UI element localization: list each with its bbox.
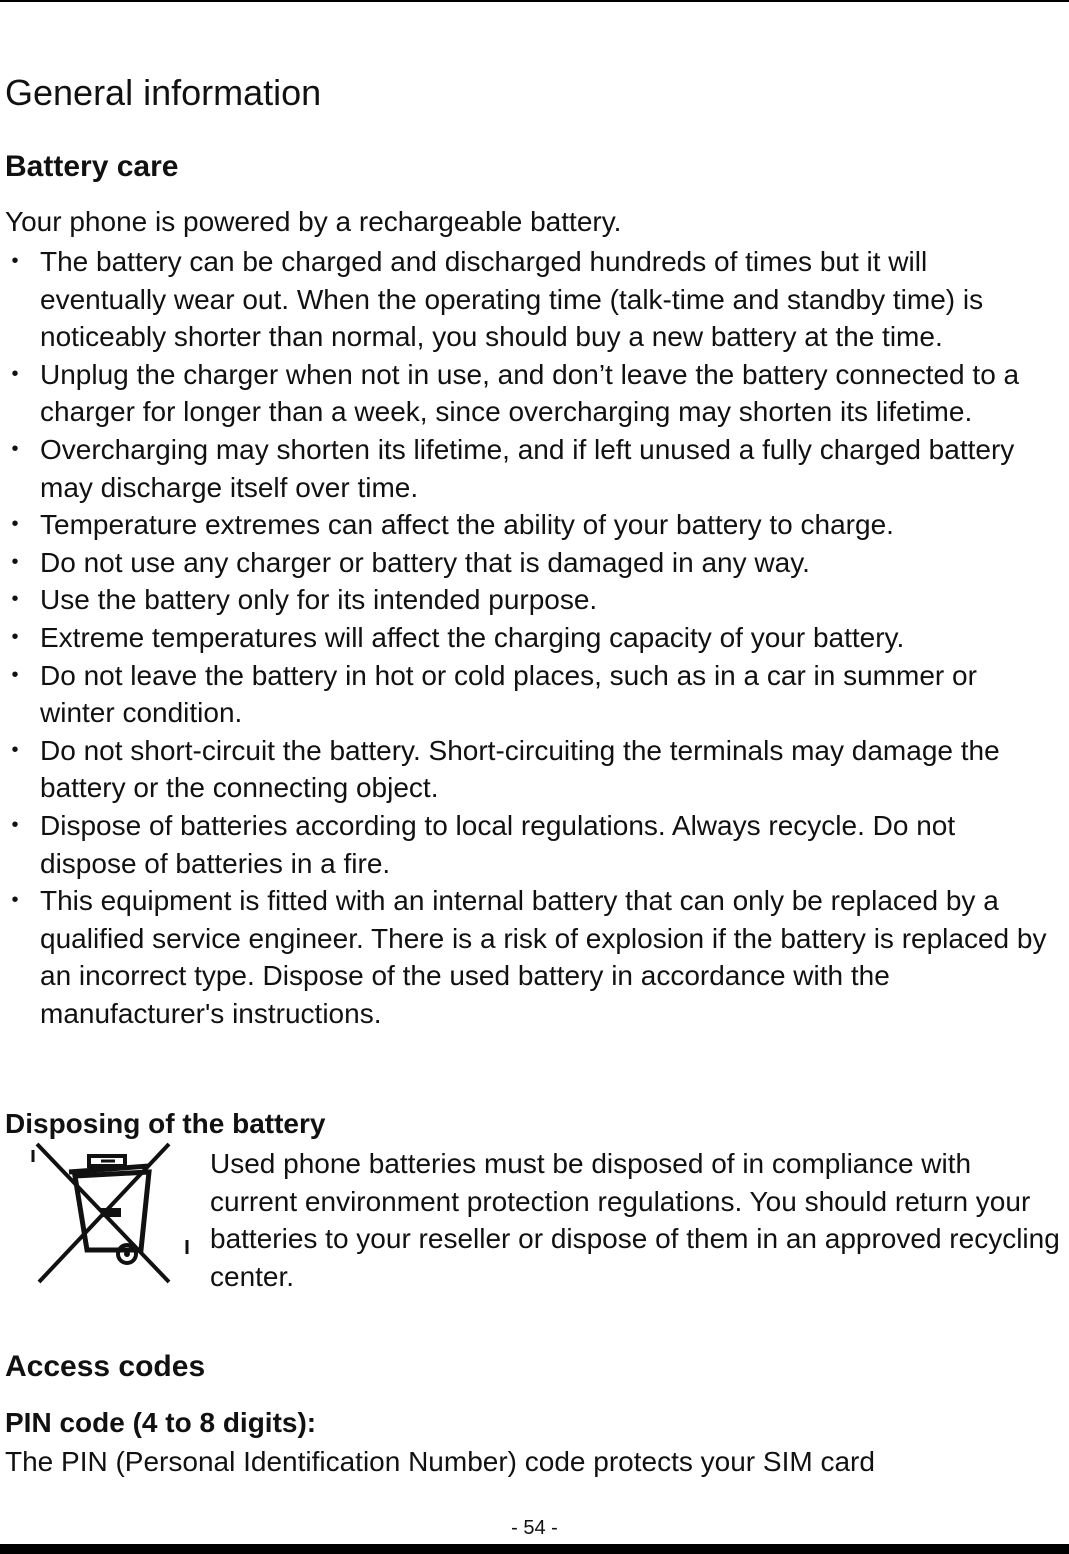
disposing-text: Used phone batteries must be disposed of in compliance with current environment protection regulations. You should return your batteries to your reseller or dispose of them in an approved recycling center. [210,1148,1060,1292]
list-item-text: Use the battery only for its intended purpose. [40,584,598,616]
list-item-text: Extreme temperatures will affect the charging capacity of your battery. [40,621,905,653]
bullet-icon: • [11,889,19,912]
battery-care-list [5,243,1057,1032]
crossed-out-bin-icon [19,1142,195,1292]
list-item [5,506,1057,544]
battery-care-intro: Your phone is powered by a rechargeable battery. [5,206,622,237]
list-item-text: The battery can be charged and discharged hundreds of times but it will eventually wear out. When the operating time (talk-time and standby time) is noticeably shorter than normal, you should buy a new battery at the time. [40,246,984,353]
battery-care-heading: Battery care [5,150,179,183]
list-item [5,732,1057,807]
list-item [5,243,1057,356]
bullet-icon: • [11,437,19,460]
list-item-text: Overcharging may shorten its lifetime, and if left unused a fully charged battery may discharge itself over time. [40,433,1015,503]
list-item-text: Temperature extremes can affect the ability of your battery to charge. [40,509,894,541]
bullet-icon: • [11,362,19,385]
pin-code-heading: PIN code (4 to 8 digits): [5,1407,317,1438]
list-item-text: Unplug the charger when not in use, and don’t leave the battery connected to a charger for longer than a week, since overcharging may shorten its lifetime. [40,358,1020,428]
section-title: General information [5,72,322,113]
top-rule [0,0,1069,2]
list-item [5,619,1057,657]
bullet-icon: • [11,813,19,836]
list-item [5,356,1057,431]
list-item-text: This equipment is fitted with an internal battery that can only be replaced by a qualified service engineer. There is a risk of explosion if the battery is replaced by an incorrect type. Dispose of the used battery in accordance with the manufacturer's instructions. [40,885,1047,1029]
bullet-icon: • [11,513,19,536]
bullet-icon: • [11,625,19,648]
bullet-icon: • [11,738,19,761]
list-item-text: Do not leave the battery in hot or cold places, such as in a car in summer or winter condition. [40,659,977,729]
list-item [5,544,1057,582]
pin-code-text: The PIN (Personal Identification Number) code protects your SIM card [5,1446,875,1477]
list-item [5,807,1057,882]
disposing-block [5,1142,1060,1292]
page-number: - 54 - [511,1517,558,1539]
list-item-text: Do not use any charger or battery that is damaged in any way. [40,546,810,578]
list-item-text: Dispose of batteries according to local regulations. Always recycle. Do not dispose of batteries in a fire. [40,809,956,879]
bottom-rule [0,1544,1069,1554]
list-item [5,657,1057,732]
list-item [5,581,1057,619]
disposing-heading: Disposing of the battery [5,1108,326,1139]
bullet-icon: • [11,663,19,686]
bullet-icon: • [11,550,19,573]
bullet-icon: • [11,250,19,272]
list-item-text: Do not short-circuit the battery. Short-circuiting the terminals may damage the battery or the connecting object. [40,734,1000,804]
bullet-icon: • [11,588,19,611]
list-item [5,431,1057,506]
access-codes-heading: Access codes [5,1350,206,1383]
list-item [5,882,1057,1032]
